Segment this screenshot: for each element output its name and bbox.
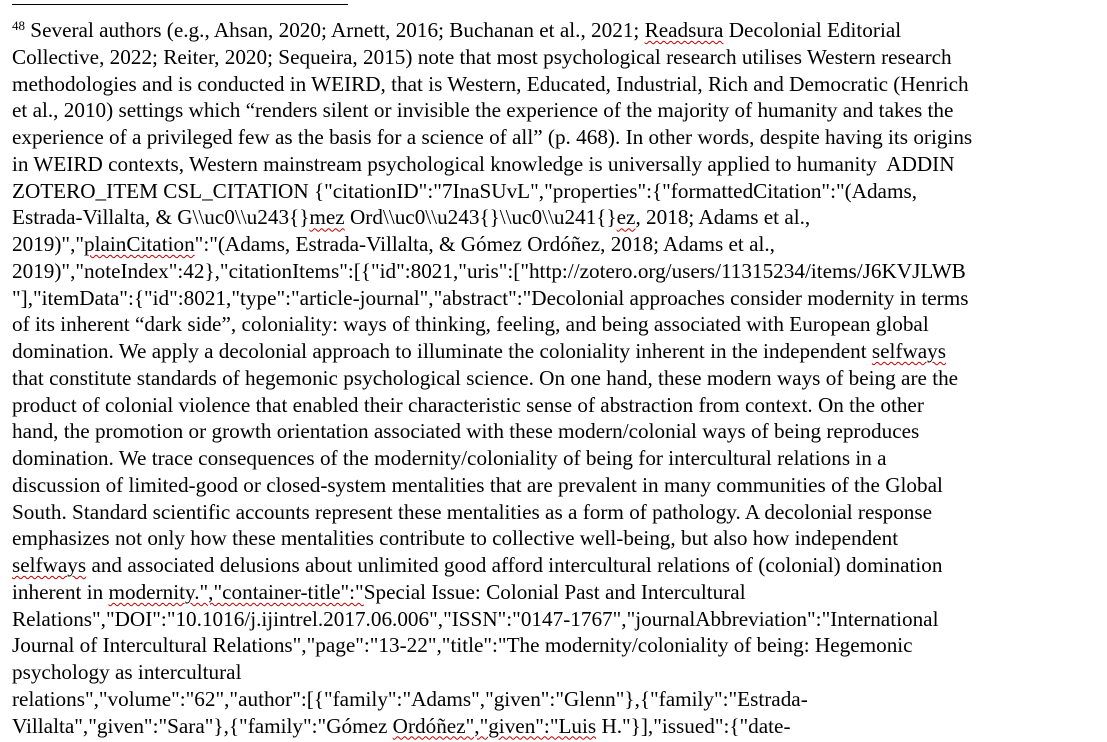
footnote-line [12,97,1102,124]
spellcheck-flagged-text: selfways [871,339,947,363]
footnote-text: of its inherent “dark side”, coloniality: ways of thinking, feeling, and being associated with European global [12,312,929,337]
footnote-text: Ord\\uc0\\u243{}\\uc0\\u241{} [344,205,617,230]
footnote-text: "],"itemData":{"id":8021,"type":"article-journal","abstract":"Decolonial approaches consider modernity in terms [12,285,969,310]
footnote-line [12,579,1102,606]
footnote-text: psychology as intercultural [12,660,242,684]
footnote-line [12,713,1102,740]
footnote-separator [12,4,348,5]
footnote-text: Villalta","given":"Sara"},{"family":"Gómez [12,713,393,738]
spellcheck-flagged-text: Readsura [644,18,724,42]
footnote-text: relations","volume":"62","author":[{"family":"Adams","given":"Glenn"},{"family":"Estrada- [12,686,808,711]
footnote-text: emphasizes not only how these mentalities contribute to collective well-being, but also how independent [12,526,899,551]
footnote-text: inherent in [12,579,109,604]
footnote-line [12,338,1102,365]
footnote-text: Decolonial Editorial [723,18,902,42]
spellcheck-flagged-text: modernity.","container-title":" [108,579,364,604]
footnote-line [12,686,1102,713]
footnote-line [12,525,1102,552]
footnote-line [12,606,1102,633]
spellcheck-flagged-text: ez [616,205,636,230]
footnote-line [12,552,1102,579]
spellcheck-flagged-text: plainCitation [84,232,195,256]
spellcheck-flagged-text: selfways [12,553,87,577]
footnote-text: , 2018; Adams et al., [635,205,811,230]
footnote-line [12,17,1102,44]
footnote-text: and associated delusions about unlimited good afford intercultural relations of (colonial) domination [86,553,943,577]
footnote-number: 48 [12,18,25,33]
footnote-line [12,472,1102,499]
footnote-text: Collective, 2022; Reiter, 2020; Sequeira, 2015) note that most psychological research utilises Western research [12,44,952,69]
footnote-48 [12,17,1102,739]
footnote-text: Relations","DOI":"10.1016/j.ijintrel.2017.06.006","ISSN":"0147-1767","journalAbbreviation":"International [12,606,939,631]
footnote-text: in WEIRD contexts, Western mainstream psychological knowledge is universally applied to humanity ADDIN [12,151,955,176]
footnote-text: H."}],"issued":{"date- [596,713,791,738]
footnote-text: ":"(Adams, Estrada-Villalta, & Gómez Ordóñez, 2018; Adams et al., [194,232,775,256]
footnote-text: et al., 2010) settings which “renders silent or invisible the experience of the majority of humanity and takes the [12,98,954,123]
spellcheck-flagged-text: Ordóñez","given":"Luis [392,713,597,738]
footnote-line [12,418,1102,445]
footnote-text: South. Standard scientific accounts represent these mentalities as a form of pathology. A decolonial response [12,499,933,524]
footnote-line [12,178,1102,205]
footnote-line [12,44,1102,71]
footnote-text: Journal of Intercultural Relations","page":"13-22","title":"The modernity/coloniality of being: Hegemonic [12,633,913,658]
footnote-line [12,151,1102,178]
footnote-line [12,71,1102,98]
footnote-text: that constitute standards of hegemonic psychological science. On one hand, these modern ways of being are the [12,365,959,390]
spellcheck-flagged-text: mez [309,205,345,230]
footnote-line [12,124,1102,151]
footnote-line [12,499,1102,526]
footnote-text: Estrada-Villalta, & G\\uc0\\u243{} [12,205,310,230]
footnote-text: 2019)","noteIndex":42},"citationItems":[{"id":8021,"uris":["http://zotero.org/users/11315234/items/J6KVJLWB [12,258,966,283]
footnote-text: ZOTERO_ITEM CSL_CITATION {"citationID":"7InaSUvL","properties":{"formattedCitation":"(Adams, [12,178,917,203]
footnote-line [12,659,1102,686]
footnote-text: Several authors (e.g., Ahsan, 2020; Arnett, 2016; Buchanan et al., 2021; [25,18,645,42]
footnote-line [12,285,1102,312]
footnote-text: methodologies and is conducted in WEIRD, that is Western, Educated, Industrial, Rich and Democratic (Henrich [12,71,969,96]
footnote-text: Special Issue: Colonial Past and Intercultural [363,579,746,604]
footnote-line [12,392,1102,419]
footnote-line [12,204,1102,231]
footnote-line [12,258,1102,285]
footnote-text: product of colonial violence that enabled their characteristic sense of abstraction from context. On the other [12,392,924,417]
footnote-text: experience of a privileged few as the basis for a science of all” (p. 468). In other words, despite having its origins [12,125,973,149]
footnote-text: discussion of limited-good or closed-system mentalities that are prevalent in many communities of the Global [12,472,943,497]
footnote-line [12,632,1102,659]
footnote-text: domination. We trace consequences of the modernity/coloniality of being for intercultural relations in a [12,446,887,470]
footnote-text: domination. We apply a decolonial approach to illuminate the coloniality inherent in the independent [12,339,872,363]
footnote-text: hand, the promotion or growth orientation associated with these modern/colonial ways of being reproduces [12,419,920,444]
footnote-line [12,231,1102,258]
footnote-line [12,445,1102,472]
footnote-line [12,365,1102,392]
footnote-line [12,311,1102,338]
footnote-text: 2019)"," [12,232,85,256]
